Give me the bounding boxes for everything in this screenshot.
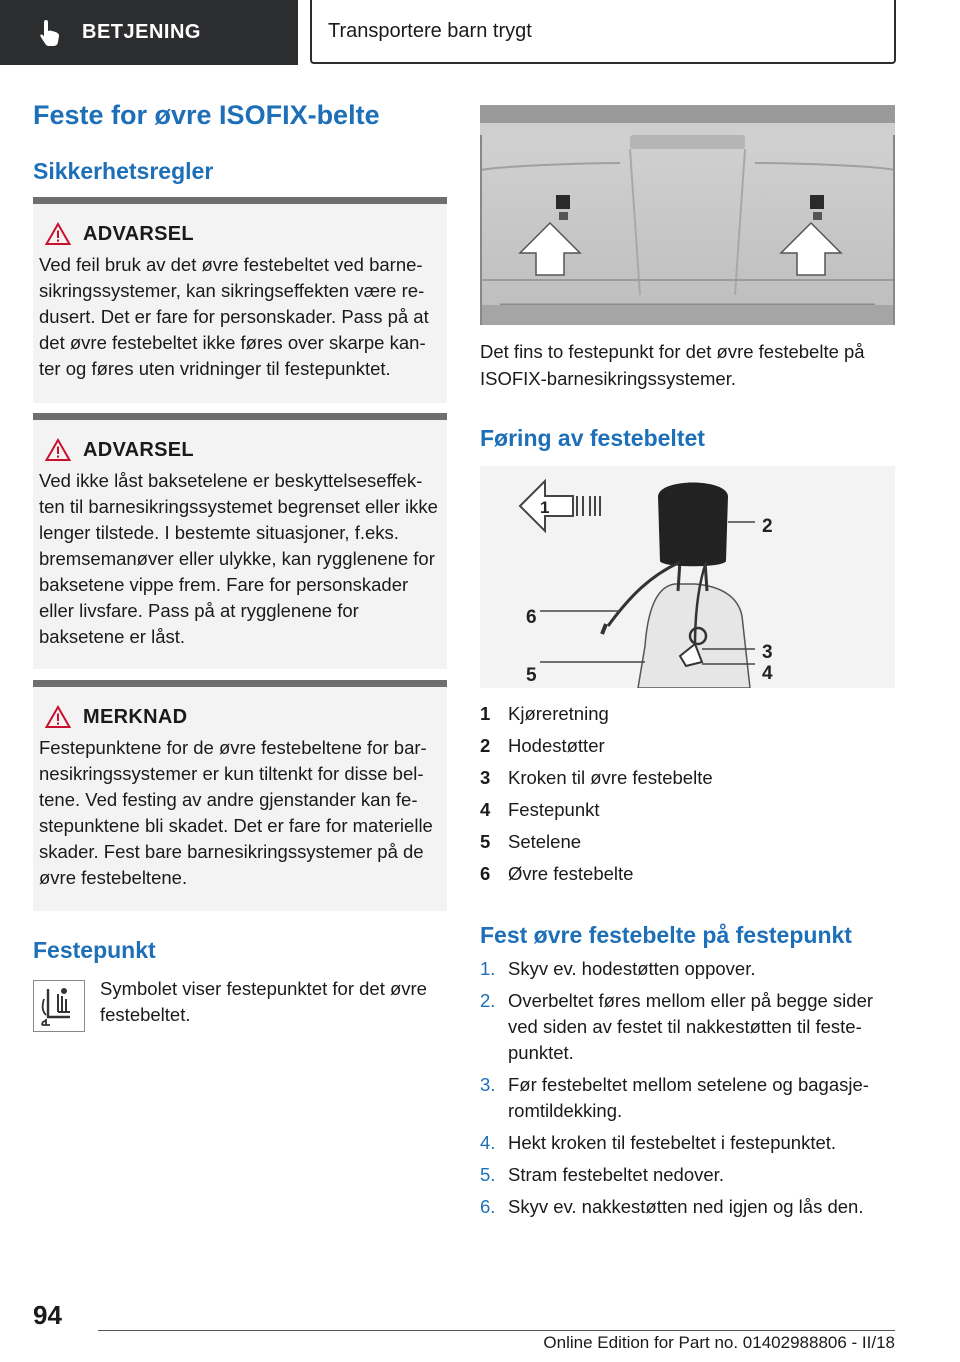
footer-divider — [98, 1330, 895, 1331]
step-number: 4. — [480, 1132, 496, 1153]
routing-heading: Føring av festebeltet — [480, 425, 705, 451]
legend-item — [480, 858, 713, 890]
legend-text: Øvre festebelte — [508, 863, 634, 884]
warning-triangle-icon — [45, 438, 71, 462]
step-number: 1. — [480, 958, 496, 979]
warning-text: Ved feil bruk av det øvre festebeltet ved barnesikringssystemer, kan sikringseffekten være redusert. Det er fare for personskader. Pass på at det øvre festebeltet ikke føres over skarpe kanter og føres uten vridninger til festepunktet. — [39, 254, 429, 379]
diagram-label-6: 6 — [526, 607, 537, 628]
diagram-legend — [480, 698, 713, 890]
step-number: 6. — [480, 1196, 496, 1217]
festepunkt-heading: Festepunkt — [33, 937, 156, 963]
warning-box-1 — [33, 197, 447, 403]
step-item — [480, 1194, 895, 1220]
warning-box-2 — [33, 413, 447, 669]
legend-item — [480, 730, 713, 762]
step-item — [480, 956, 895, 982]
notice-box — [33, 680, 447, 911]
diagram-label-3: 3 — [762, 642, 773, 663]
chapter-title: Transportere barn trygt — [328, 19, 532, 42]
diagram-label-4: 4 — [762, 663, 773, 684]
chapter-header — [310, 0, 896, 64]
warning-triangle-icon — [45, 222, 71, 246]
legend-item — [480, 794, 713, 826]
legend-num: 2 — [480, 735, 491, 756]
legend-item — [480, 698, 713, 730]
diagram-label-1: 1 — [540, 498, 550, 517]
step-number: 5. — [480, 1164, 496, 1185]
steps-heading: Fest øvre festebelte på festepunkt — [480, 922, 852, 948]
warning-label: ADVARSEL — [83, 222, 194, 245]
warning-label: ADVARSEL — [83, 438, 194, 461]
legend-num: 4 — [480, 799, 491, 820]
warning-text: Ved ikke låst baksetelene er beskyttelseseffekten til barnesikringssystemet begrenset eller ikke lenger tilstede. I bestemte situasjoner, f.eks. bremsemanøver eller ulykke, kan rygglenene for baksetene vippe frem. Fare for personskader eller livsfare. Pass på at rygglenene for baksetene er låst. — [39, 470, 438, 647]
hand-pointer-icon — [38, 18, 62, 48]
legend-text: Kroken til øvre festebelte — [508, 767, 713, 788]
step-text: Overbeltet føres mellom eller på begge sider ved siden av festet til nakkestøtten til festepunktet. — [508, 990, 874, 1063]
legend-num: 1 — [480, 703, 491, 724]
page-number: 94 — [33, 1300, 62, 1330]
instruction-steps — [480, 956, 895, 1226]
diagram-label-2: 2 — [762, 516, 773, 537]
legend-text: Kjøreretning — [508, 703, 609, 724]
step-text: Hekt kroken til festebeltet i festepunktet. — [508, 1132, 837, 1153]
step-number: 3. — [480, 1074, 496, 1095]
step-item — [480, 988, 895, 1066]
diagram-label-5: 5 — [526, 665, 537, 686]
legend-num: 3 — [480, 767, 491, 788]
photo-caption: Det fins to festepunkt for det øvre festebelte på ISOFIX-barnesikringssystemer. — [480, 341, 865, 389]
step-item — [480, 1162, 895, 1188]
step-number: 2. — [480, 990, 496, 1011]
section-tab — [0, 0, 298, 65]
notice-label: MERKNAD — [83, 705, 188, 728]
warning-triangle-icon — [45, 705, 71, 729]
step-item — [480, 1072, 895, 1124]
legend-text: Setelene — [508, 831, 582, 852]
step-text: Stram festebeltet nedover. — [508, 1164, 724, 1185]
legend-num: 5 — [480, 831, 491, 852]
legend-item — [480, 826, 713, 858]
safety-subtitle: Sikkerhetsregler — [33, 158, 214, 184]
headrest-belt-diagram — [480, 466, 895, 688]
page-title: Feste for øvre ISOFIX-belte — [33, 100, 380, 130]
legend-text: Hodestøtter — [508, 735, 605, 756]
legend-item — [480, 762, 713, 794]
section-label: BETJENING — [82, 21, 201, 43]
legend-text: Festepunkt — [508, 799, 600, 820]
step-item — [480, 1130, 895, 1156]
step-text: Skyv ev. hodestøtten oppover. — [508, 958, 756, 979]
step-text: Før festebeltet mellom setelene og bagasjeromtildekking. — [508, 1074, 869, 1121]
notice-text: Festepunktene for de øvre festebeltene for barnesikringssystemer er kun tiltenkt for disse beltene. Ved festing av andre gjenstander kan festepunktene bli skadet. Det er fare for materielle skader. Fest bare barnesikringssystemer på de øvre festebeltene. — [39, 737, 433, 888]
child-seat-anchor-icon — [33, 980, 85, 1032]
luggage-area-photo — [480, 105, 895, 325]
legend-num: 6 — [480, 863, 491, 884]
step-text: Skyv ev. nakkestøtten ned igjen og lås den. — [508, 1196, 864, 1217]
festepunkt-text: Symbolet viser festepunktet for det øvre festebeltet. — [100, 978, 427, 1025]
edition-footer: Online Edition for Part no. 01402988806 - II/18 — [543, 1333, 895, 1352]
